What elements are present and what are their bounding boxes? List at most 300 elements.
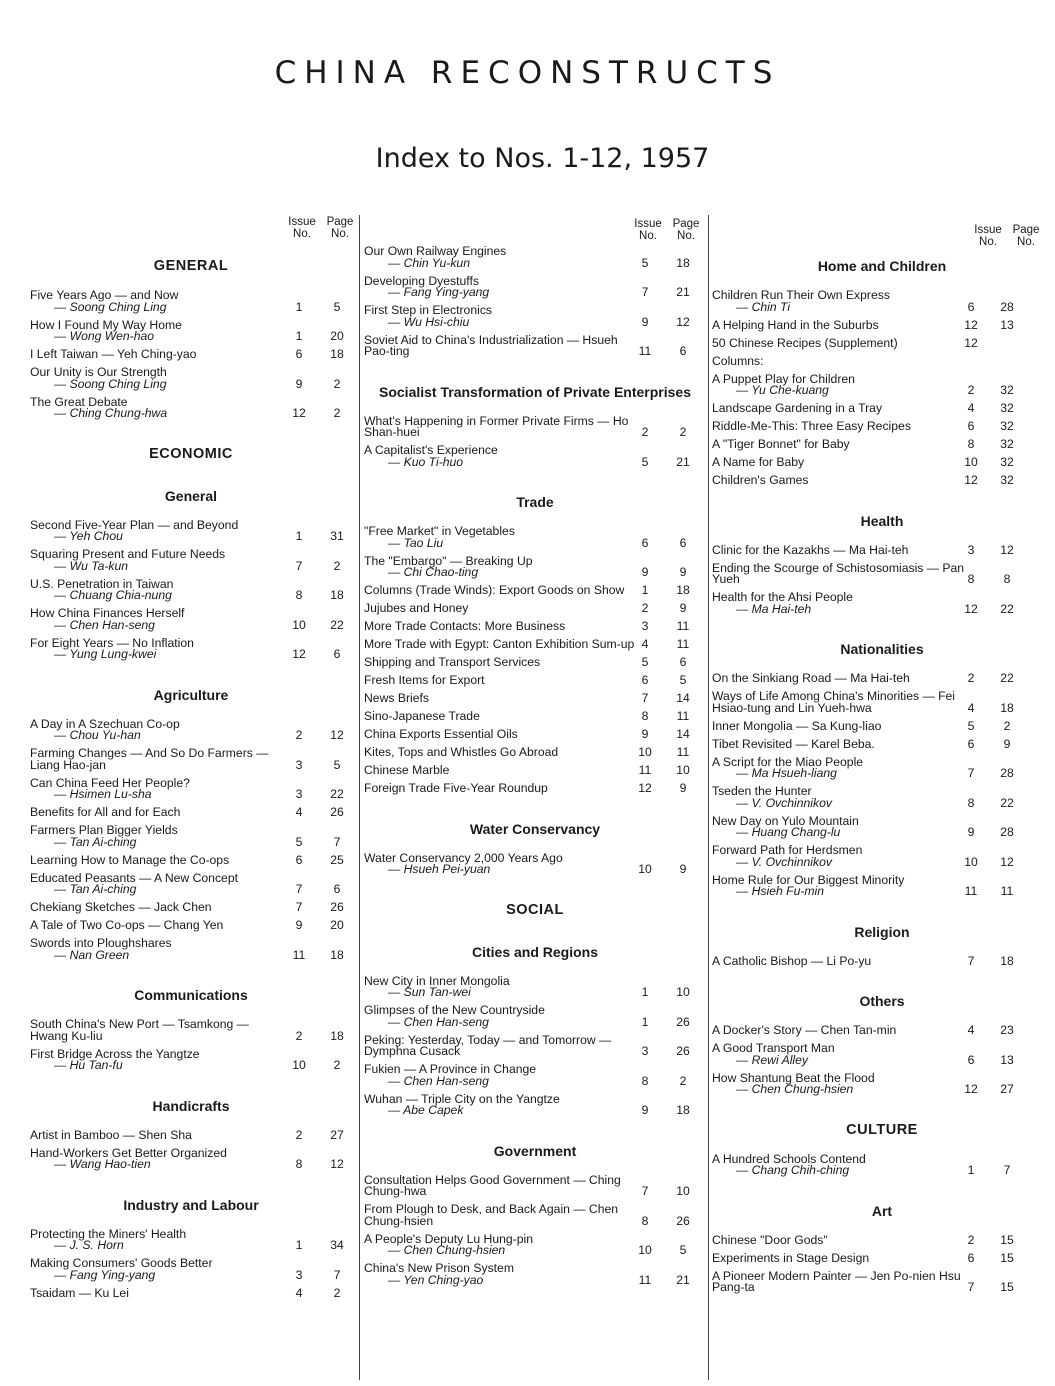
page-number: 20 <box>330 918 344 932</box>
entry-title: How I Found My Way Home <box>30 317 182 332</box>
page-number: 2 <box>333 1058 341 1072</box>
index-entry <box>30 1019 352 1042</box>
page-number: 18 <box>330 588 344 602</box>
issue-number: 12 <box>964 473 978 487</box>
index-entry <box>712 736 1052 751</box>
issue-number: 8 <box>967 437 975 451</box>
page-number: 22 <box>330 787 344 801</box>
page-number: 6 <box>679 655 687 669</box>
page-number: 32 <box>1000 383 1014 397</box>
page-number: 21 <box>676 285 690 299</box>
entry-author: — Hsueh Pei-yuan <box>388 862 491 876</box>
entry-title: Jujubes and Honey <box>364 601 469 615</box>
issue-number: 3 <box>295 757 303 772</box>
entry-title: Our Unity is Our Strength <box>30 365 167 379</box>
entry-title: A Day in A Szechuan Co-op <box>30 716 180 731</box>
section-heading: Cities and Regions <box>471 943 599 960</box>
page-header: Page No. <box>1012 224 1040 248</box>
entry-title: A "Tiger Bonnet" for Baby <box>712 437 850 451</box>
entry-title: First Step in Electronics <box>364 303 493 317</box>
entry-author: — Chen Han-seng <box>54 617 155 632</box>
issue-number: 1 <box>295 529 303 543</box>
page-number: 26 <box>676 1044 690 1058</box>
index-entry <box>712 1043 1052 1066</box>
entry-author: — Hu Tan-fu <box>54 1058 123 1072</box>
issue-number: 3 <box>295 1267 303 1282</box>
entry-title: More Trade with Egypt: Canton Exhibition Sum-up <box>364 637 635 651</box>
entry-title: Chekiang Sketches — Jack Chen <box>30 900 212 914</box>
issue-number: 9 <box>641 565 649 579</box>
entry-author: — Wu Ta-kun <box>54 558 129 573</box>
page-number: 12 <box>330 1157 344 1171</box>
issue-number: 11 <box>964 884 978 898</box>
page-number: 7 <box>1003 1163 1011 1177</box>
section-heading: General <box>164 487 218 504</box>
issue-number: 3 <box>641 1044 649 1058</box>
issue-number: 4 <box>967 1023 975 1037</box>
section-heading: Art <box>871 1202 893 1219</box>
entry-title: Tibet Revisited — Karel Beba. <box>712 736 875 751</box>
index-entry <box>712 371 1052 397</box>
issue-number: 9 <box>641 1103 649 1117</box>
issue-number: 9 <box>641 727 649 741</box>
section-heading: GENERAL <box>153 258 229 274</box>
page-number: 18 <box>330 347 344 361</box>
page-number: 13 <box>1000 1052 1014 1067</box>
index-entry <box>712 673 1052 685</box>
entry-title: "Free Market" in Vegetables <box>364 524 515 538</box>
page-number: 26 <box>676 1213 690 1228</box>
entry-author: — Chen Chung-hsien <box>736 1082 854 1096</box>
index-entry <box>364 1005 706 1028</box>
entry-title: A Docker's Story — Chen Tan-min <box>712 1023 897 1037</box>
page-number: 32 <box>1000 473 1014 487</box>
entry-title: Children's Games <box>712 473 809 487</box>
issue-number: 11 <box>638 1272 652 1287</box>
page-title: CHINA RECONSTRUCTS <box>274 55 781 91</box>
page-number: 5 <box>333 757 341 772</box>
entry-title: Health for the Ahsi People <box>712 590 853 604</box>
entry-author: — Yu Che-kuang <box>736 383 829 397</box>
page-number: 18 <box>676 1103 690 1117</box>
issue-number: 10 <box>964 854 978 869</box>
section-heading: Home and Children <box>817 258 947 274</box>
issue-number: 10 <box>638 1243 652 1257</box>
index-entry <box>30 394 352 420</box>
issue-number: 3 <box>295 787 303 801</box>
issue-number: 5 <box>967 718 975 733</box>
section-heading: Others <box>859 993 905 1009</box>
page-number: 12 <box>1000 542 1014 557</box>
entry-title: Benefits for All and for Each <box>30 805 181 819</box>
issue-number: 12 <box>964 317 978 332</box>
index-entry <box>30 870 352 896</box>
issue-number: 11 <box>638 763 652 777</box>
index-entry <box>30 517 352 543</box>
section-heading: Agriculture <box>153 686 229 703</box>
issue-number: 4 <box>295 805 303 819</box>
entry-title: Inner Mongolia — Sa Kung-liao <box>712 718 882 733</box>
page-number: 9 <box>679 565 687 579</box>
entry-title: Landscape Gardening in a Tray <box>712 401 883 415</box>
entry-title: Water Conservancy 2,000 Years Ago <box>364 850 563 865</box>
index-column-2 <box>364 212 706 1382</box>
index-entry <box>30 852 352 867</box>
index-entry <box>364 1032 706 1058</box>
entry-author: — Chuang Chia-nung <box>54 588 172 602</box>
issue-number: 1 <box>641 1014 649 1029</box>
entry-title: Artist in Bamboo — Shen Sha <box>30 1127 192 1142</box>
entry-title: Shipping and Transport Services <box>364 655 541 669</box>
entry-title: How Shantung Beat the Flood <box>712 1070 875 1085</box>
issue-number: 12 <box>964 1082 978 1096</box>
index-entry <box>30 920 352 932</box>
page-number: 2 <box>1003 718 1011 733</box>
entry-title: First Bridge Across the Yangtze <box>30 1046 200 1061</box>
index-entry <box>712 475 1052 487</box>
index-entry <box>712 1151 1052 1177</box>
issue-number: 9 <box>641 314 649 329</box>
index-entry <box>364 603 706 615</box>
entry-title: New Day on Yulo Mountain <box>712 813 859 828</box>
entry-title: Can China Feed Her People? <box>30 775 190 790</box>
page-number: 22 <box>1000 671 1014 685</box>
entry-author: — Chen Han-seng <box>388 1073 489 1088</box>
index-entry <box>364 657 706 669</box>
page-number: 27 <box>1000 1082 1014 1096</box>
entry-title: A Name for Baby <box>712 455 805 469</box>
issue-number: 5 <box>641 255 649 270</box>
page-number: 5 <box>333 299 341 314</box>
index-entry <box>364 621 706 633</box>
index-entry <box>364 585 706 597</box>
index-entry <box>30 938 352 961</box>
entry-author: — Fang Ying-yang <box>388 285 490 299</box>
issue-number: 6 <box>967 736 975 751</box>
index-entry <box>30 1285 352 1300</box>
issue-number: 8 <box>295 588 303 602</box>
entry-author: — Tan Ai-ching <box>54 882 137 896</box>
issue-number: 10 <box>292 617 306 632</box>
issue-number: 12 <box>964 335 978 350</box>
entry-title: Squaring Present and Future Needs <box>30 547 226 561</box>
issue-number: 10 <box>964 455 978 469</box>
entry-author: — Ching Chung-hwa <box>54 406 168 420</box>
page-number: 9 <box>1003 736 1011 751</box>
issue-number: 3 <box>967 542 975 557</box>
page-number: 15 <box>1000 1232 1014 1247</box>
index-entry <box>30 290 352 313</box>
entry-title: Chinese "Door Gods" <box>712 1232 828 1247</box>
page-number: 18 <box>330 947 344 962</box>
issue-number: 11 <box>638 344 652 358</box>
page-number: 18 <box>330 1028 344 1043</box>
page-number: 7 <box>333 834 341 849</box>
page-number: 27 <box>330 1127 344 1142</box>
issue-number: 2 <box>641 425 649 439</box>
index-entry <box>30 317 352 343</box>
page-number: 10 <box>676 985 690 999</box>
entry-author: — Tao Liu <box>388 535 444 550</box>
issue-number: 1 <box>295 1238 303 1252</box>
entry-title: News Briefs <box>364 691 430 705</box>
page-number: 18 <box>1000 700 1014 715</box>
index-entry <box>712 813 1052 839</box>
page-number: 12 <box>676 314 690 329</box>
entry-title: 50 Chinese Recipes (Supplement) <box>712 335 898 350</box>
index-entry <box>712 718 1052 733</box>
entry-title: Riddle-Me-This: Three Easy Recipes <box>712 419 911 433</box>
page-number: 32 <box>1000 401 1014 415</box>
index-subtitle: Index to Nos. 1-12, 1957 <box>375 143 710 174</box>
entry-title: Sino-Japanese Trade <box>364 709 480 723</box>
entry-author: — Chin Ti <box>736 299 791 314</box>
entry-title: U.S. Penetration in Taiwan <box>30 576 174 591</box>
entry-title: A Helping Hand in the Suburbs <box>712 317 879 332</box>
issue-number: 9 <box>967 825 975 839</box>
index-entry <box>30 807 352 819</box>
entry-author: — Soong Ching Ling <box>54 299 167 314</box>
section-heading: Water Conservancy <box>469 820 601 837</box>
page-number: 18 <box>676 583 690 597</box>
entry-author: — Rewi Alley <box>736 1052 809 1067</box>
issue-header: Issue No. <box>974 224 1002 248</box>
entry-title: Forward Path for Herdsmen <box>712 843 863 857</box>
entry-title: Learning How to Manage the Co-ops <box>30 852 230 867</box>
page-number: 26 <box>330 900 344 914</box>
entry-title: A Script for the Miao People <box>712 754 864 769</box>
page-number: 12 <box>330 728 344 742</box>
issue-header: Issue No. <box>634 218 662 242</box>
page-number: 14 <box>676 691 690 705</box>
entry-author: — Wu Hsi-chiu <box>388 314 470 329</box>
page-number: 18 <box>1000 953 1014 968</box>
page-number: 5 <box>679 673 687 687</box>
page-number: 11 <box>676 637 690 651</box>
section-heading: Socialist Transformation of Private Enterprises <box>379 383 691 400</box>
index-entry <box>712 754 1052 780</box>
index-entry <box>30 576 352 602</box>
issue-number: 12 <box>964 601 978 616</box>
column-header <box>712 212 1052 246</box>
entry-title: Educated Peasants — A New Concept <box>30 870 238 885</box>
column-body <box>364 246 706 1286</box>
entry-author: — Yung Lung-kwei <box>54 647 157 661</box>
page-number: 28 <box>1000 825 1014 839</box>
issue-number: 4 <box>295 1285 303 1300</box>
issue-number: 8 <box>967 795 975 810</box>
page-number: 12 <box>1000 854 1014 869</box>
page-number: 6 <box>679 344 687 358</box>
issue-number: 12 <box>292 406 306 420</box>
entry-title: Ways of Life Among China's Minorities — Fei Hsiao-tung and Lin Yueh-hwa <box>712 689 956 715</box>
entry-author: — Tan Ai-ching <box>54 834 137 849</box>
index-entry <box>364 783 706 795</box>
entry-title: Fukien — A Province in Change <box>364 1062 537 1076</box>
page-number: 18 <box>676 255 690 270</box>
index-entry <box>30 608 352 631</box>
issue-number: 8 <box>641 709 649 723</box>
entry-author: — Hsieh Fu-min <box>736 884 825 898</box>
section-heading: Religion <box>854 923 910 940</box>
issue-number: 8 <box>641 1073 649 1088</box>
page-number: 9 <box>679 781 687 795</box>
index-entry <box>712 403 1052 415</box>
page-header: Page No. <box>672 218 700 242</box>
entry-title: Ending the Scourge of Schistosomiasis — Pan Yueh <box>712 560 965 586</box>
index-entry <box>364 765 706 777</box>
page-number: 22 <box>1000 795 1014 810</box>
entry-title: Experiments in Stage Design <box>712 1250 870 1265</box>
index-entry <box>364 850 706 876</box>
entry-title: Protecting the Miners' Health <box>30 1226 187 1241</box>
page-number: 15 <box>1000 1250 1014 1265</box>
section-heading: Trade <box>516 494 554 510</box>
index-entry <box>712 335 1052 350</box>
issue-number: 6 <box>295 347 303 361</box>
index-entry <box>30 349 352 361</box>
index-entry <box>712 1268 1052 1294</box>
index-entry <box>712 1232 1052 1247</box>
column-header <box>364 212 706 246</box>
page-number: 10 <box>676 763 690 777</box>
entry-author: — Huang Chang-lu <box>736 825 841 839</box>
entry-author: — J. S. Horn <box>54 1238 124 1252</box>
page-number: 11 <box>676 745 690 759</box>
index-column-3 <box>712 212 1052 1382</box>
issue-number: 2 <box>295 1127 303 1142</box>
entry-title: Clinic for the Kazakhs — Ma Hai-teh <box>712 542 909 557</box>
issue-number: 6 <box>967 419 975 433</box>
index-entry <box>364 1064 706 1087</box>
issue-number: 12 <box>638 781 652 795</box>
issue-number: 1 <box>295 329 303 343</box>
index-entry <box>364 305 706 328</box>
entry-author: — Chi Chao-ting <box>388 565 479 579</box>
entry-title: Hand-Workers Get Better Organized <box>30 1145 227 1160</box>
issue-number: 6 <box>295 852 303 867</box>
index-entry <box>364 729 706 741</box>
page-number: 11 <box>1000 884 1014 898</box>
page-number: 22 <box>330 617 344 632</box>
entry-author: — Chou Yu-han <box>54 728 141 742</box>
section-heading: Handicrafts <box>152 1097 230 1114</box>
entry-title: Wuhan — Triple City on the Yangtze <box>364 1091 560 1106</box>
page-number: 14 <box>676 727 690 741</box>
index-entry <box>30 1127 352 1142</box>
entry-title: More Trade Contacts: More Business <box>364 619 566 633</box>
issue-number: 2 <box>967 383 975 397</box>
index-entry <box>30 1145 352 1171</box>
index-entry <box>30 1226 352 1252</box>
page-number: 2 <box>333 1285 341 1300</box>
index-entry <box>712 353 1052 368</box>
entry-author: — Kuo Ti-huo <box>388 454 464 469</box>
page-number: 6 <box>333 647 341 661</box>
index-entry <box>712 290 1052 313</box>
issue-number: 6 <box>967 299 975 314</box>
index-entry <box>30 716 352 742</box>
entry-title: Chinese Marble <box>364 763 450 777</box>
entry-title: Consultation Helps Good Government — Ching Chung-hwa <box>364 1172 621 1198</box>
issue-number: 7 <box>967 1280 975 1294</box>
index-entry <box>364 675 706 687</box>
page-number: 7 <box>333 1267 341 1282</box>
issue-number: 11 <box>292 947 306 962</box>
entry-title: Children Run Their Own Express <box>712 288 890 302</box>
issue-number: 3 <box>641 619 649 633</box>
column-header <box>30 212 352 246</box>
index-entry <box>364 1204 706 1227</box>
issue-number: 10 <box>638 862 652 876</box>
issue-number: 7 <box>641 285 649 299</box>
entry-title: Five Years Ago — and Now <box>30 288 179 302</box>
entry-title: Foreign Trade Five-Year Roundup <box>364 781 548 795</box>
section-heading: Industry and Labour <box>123 1196 259 1213</box>
issue-number: 7 <box>295 558 303 573</box>
page-number: 31 <box>330 529 344 543</box>
index-entry <box>364 246 706 269</box>
issue-number: 1 <box>295 299 303 314</box>
issue-number: 5 <box>641 454 649 469</box>
issue-number: 9 <box>295 376 303 391</box>
issue-number: 6 <box>641 673 649 687</box>
index-entry <box>364 973 706 999</box>
index-entry <box>712 1250 1052 1265</box>
entry-title: A Capitalist's Experience <box>364 443 498 457</box>
issue-number: 6 <box>641 535 649 550</box>
entry-title: Columns (Trade Winds): Export Goods on Show <box>364 583 625 597</box>
page-number: 22 <box>1000 601 1014 616</box>
index-entry <box>364 273 706 299</box>
issue-number: 7 <box>967 766 975 780</box>
issue-number: 9 <box>295 918 303 932</box>
issue-number: 7 <box>295 882 303 896</box>
page-number: 28 <box>1000 299 1014 314</box>
index-entry <box>712 317 1052 332</box>
entry-title: Farming Changes — And So Do Farmers — Liang Hao-jan <box>30 746 269 772</box>
entry-title: Swords into Ploughshares <box>30 936 172 950</box>
index-entry <box>30 902 352 914</box>
entry-title: Kites, Tops and Whistles Go Abroad <box>364 745 559 759</box>
entry-author: — Wang Hao-tien <box>54 1157 151 1171</box>
entry-title: Glimpses of the New Countryside <box>364 1003 545 1017</box>
index-entry <box>364 1172 706 1198</box>
entry-author: — Abe Capek <box>388 1103 464 1117</box>
index-entry <box>712 691 1052 714</box>
page-number: 2 <box>333 406 341 420</box>
index-entry <box>712 421 1052 433</box>
index-entry <box>712 1070 1052 1096</box>
entry-author: — Chang Chih-ching <box>736 1163 850 1177</box>
index-entry <box>364 1231 706 1257</box>
issue-number: 6 <box>967 1250 975 1265</box>
page-number: 2 <box>333 558 341 573</box>
entry-author: — V. Ovchinnikov <box>736 795 832 810</box>
issue-number: 10 <box>638 745 652 759</box>
page-number: 10 <box>676 1184 690 1198</box>
entry-title: Making Consumers' Goods Better <box>30 1256 213 1270</box>
entry-title: A Catholic Bishop — Li Po-yu <box>712 953 872 968</box>
page-number: 25 <box>330 852 344 867</box>
entry-author: — Yeh Chou <box>54 529 123 543</box>
entry-author: — Sun Tan-wei <box>388 985 471 999</box>
issue-number: 10 <box>292 1058 306 1072</box>
page-number: 15 <box>1000 1280 1014 1294</box>
index-entry <box>364 711 706 723</box>
index-entry <box>364 413 706 439</box>
entry-title: A Good Transport Man <box>712 1041 835 1055</box>
